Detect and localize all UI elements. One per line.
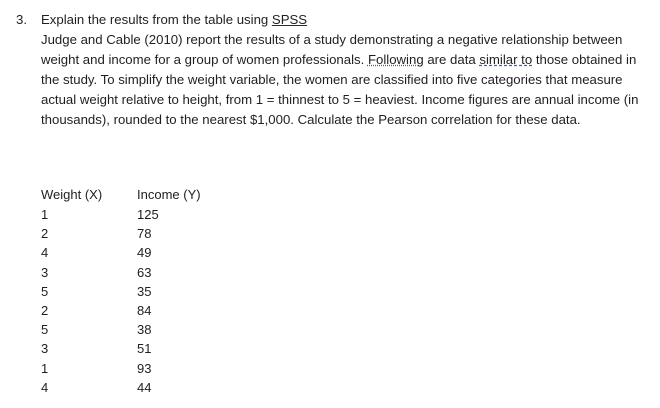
table-row (41, 224, 237, 243)
spss-word: SPSS (271, 12, 308, 27)
desc-part-2: are data (423, 52, 480, 67)
question-title-prefix: Explain the results from the table using (41, 12, 272, 27)
income-cell: 49 (137, 245, 152, 261)
table-row (41, 301, 237, 320)
income-cell: 38 (137, 322, 152, 338)
table-row (41, 339, 237, 358)
weight-cell: 3 (41, 264, 49, 280)
table-row (41, 378, 237, 397)
question-title (41, 10, 641, 30)
income-cell: 35 (137, 283, 152, 299)
table-row (41, 205, 237, 224)
weight-cell: 2 (41, 302, 49, 318)
income-cell: 44 (137, 379, 152, 395)
weight-cell: 3 (41, 341, 49, 357)
question-number: 3. (16, 12, 27, 27)
desc-part-3: those obtained in the study. To simplify the weight variable, the women are classified into five categories that measure actual weight relative to height, from 1 = thinnest to 5 = heaviest. Income figures are annual income (in thousands), rounded to the nearest $1,000. Calculate the Pearson correlation for these data. (41, 52, 639, 127)
weight-cell: 5 (41, 283, 49, 299)
desc-similar-to: similar to (479, 52, 533, 67)
weight-cell: 1 (41, 360, 49, 376)
table-row (41, 243, 237, 262)
table-row (41, 359, 237, 378)
weight-cell: 4 (41, 245, 49, 261)
income-cell: 78 (137, 226, 152, 242)
data-table (41, 185, 237, 397)
table-row (41, 263, 237, 282)
income-cell: 125 (137, 207, 159, 222)
desc-part-1: Judge and Cable (2010) report the results of a study demonstrating a negative relationship between weight and income for a group of women professionals. (41, 32, 623, 67)
table-row (41, 282, 237, 301)
income-cell: 51 (137, 341, 152, 357)
weight-cell: 2 (41, 226, 49, 242)
desc-following: Following (367, 52, 424, 67)
question-body (41, 10, 641, 130)
weight-cell: 4 (41, 379, 49, 395)
header-weight: Weight (X) (41, 187, 103, 202)
income-cell: 63 (137, 264, 152, 280)
table-row (41, 320, 237, 339)
table-header (41, 185, 237, 205)
question-description (41, 30, 641, 130)
header-income: Income (Y) (137, 187, 201, 202)
income-cell: 84 (137, 302, 152, 318)
income-cell: 93 (137, 360, 152, 376)
weight-cell: 5 (41, 322, 49, 338)
weight-cell: 1 (41, 207, 49, 222)
